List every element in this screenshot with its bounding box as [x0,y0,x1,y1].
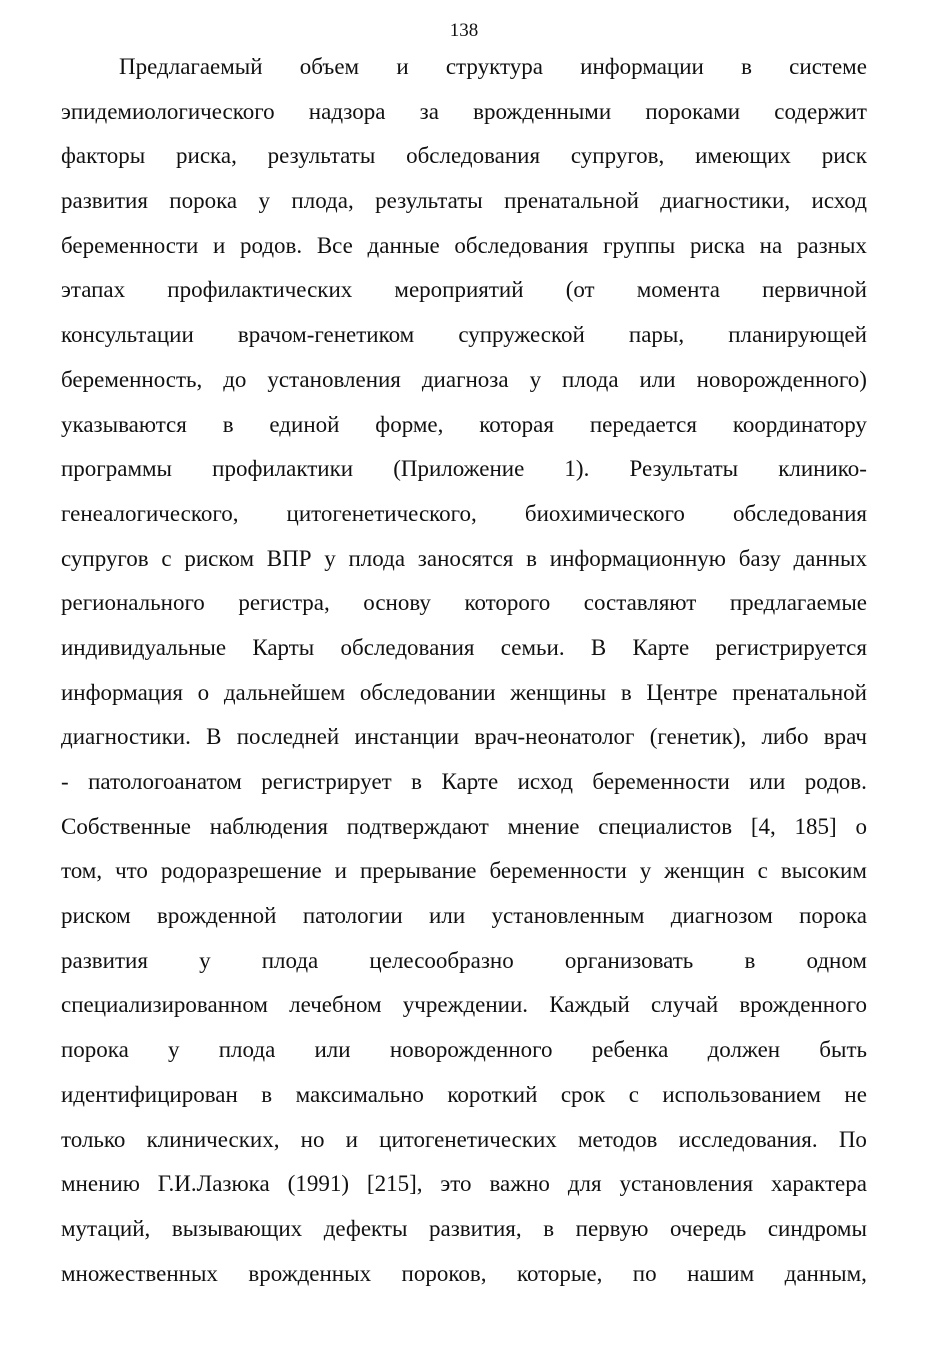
text-line: развития у плода целесообразно организовать в одном [61,947,867,973]
text-line: порока у плода или новорожденного ребенка должен быть [61,1037,867,1063]
text-line: регионального регистра, основу которого составляют предлагаемые [61,590,867,616]
text-line: риском врожденной патологии или установленным диагнозом порока [61,903,867,929]
text-line: том, что родоразрешение и прерывание беременности у женщин с высоким [61,858,867,884]
text-line: этапах профилактических мероприятий (от момента первичной [61,277,867,303]
text-line: индивидуальные Карты обследования семьи. В Карте регистрируется [61,634,867,660]
text-line: мутаций, вызывающих дефекты развития, в первую очередь синдромы [61,1215,867,1241]
text-line: беременности и родов. Все данные обследования группы риска на разных [61,232,867,258]
text-line: Собственные наблюдения подтверждают мнение специалистов [4, 185] о [61,813,867,839]
text-line: - патологоанатом регистрирует в Карте исход беременности или родов. [61,769,867,794]
text-line: Предлагаемый объем и структура информации в системе [119,54,867,79]
text-line: мнению Г.И.Лазюка (1991) [215], это важно для установления характера [61,1171,867,1197]
text-line: консультации врачом-генетиком супружеской пары, планирующей [61,322,867,348]
text-line: беременность, до установления диагноза у плода или новорожденного) [61,366,867,392]
text-line: идентифицирован в максимально короткий срок с использованием не [61,1081,867,1107]
text-line: множественных врожденных пороков, которые, по нашим данным, [61,1260,867,1286]
text-line: развития порока у плода, результаты пренатальной диагностики, исход [61,188,867,214]
text-line: генеалогического, цитогенетического, биохимического обследования [61,500,867,526]
text-line: только клинических, но и цитогенетических методов исследования. По [61,1126,867,1152]
text-line: специализированном лечебном учреждении. Каждый случай врожденного [61,992,867,1018]
text-line: указываются в единой форме, которая передается координатору [61,411,867,437]
text-line: супругов с риском ВПР у плода заносятся в информационную базу данных [61,545,867,571]
text-line: программы профилактики (Приложение 1). Результаты клинико- [61,456,867,482]
page-number: 138 [449,20,479,41]
text-line: диагностики. В последней инстанции врач-неонатолог (генетик), либо врач [61,724,867,750]
text-line: эпидемиологического надзора за врожденными пороками содержит [61,98,867,124]
text-line: факторы риска, результаты обследования супругов, имеющих риск [61,143,867,169]
body-text [61,45,867,1296]
text-line: информация о дальнейшем обследовании женщины в Центре пренатальной [61,679,867,705]
